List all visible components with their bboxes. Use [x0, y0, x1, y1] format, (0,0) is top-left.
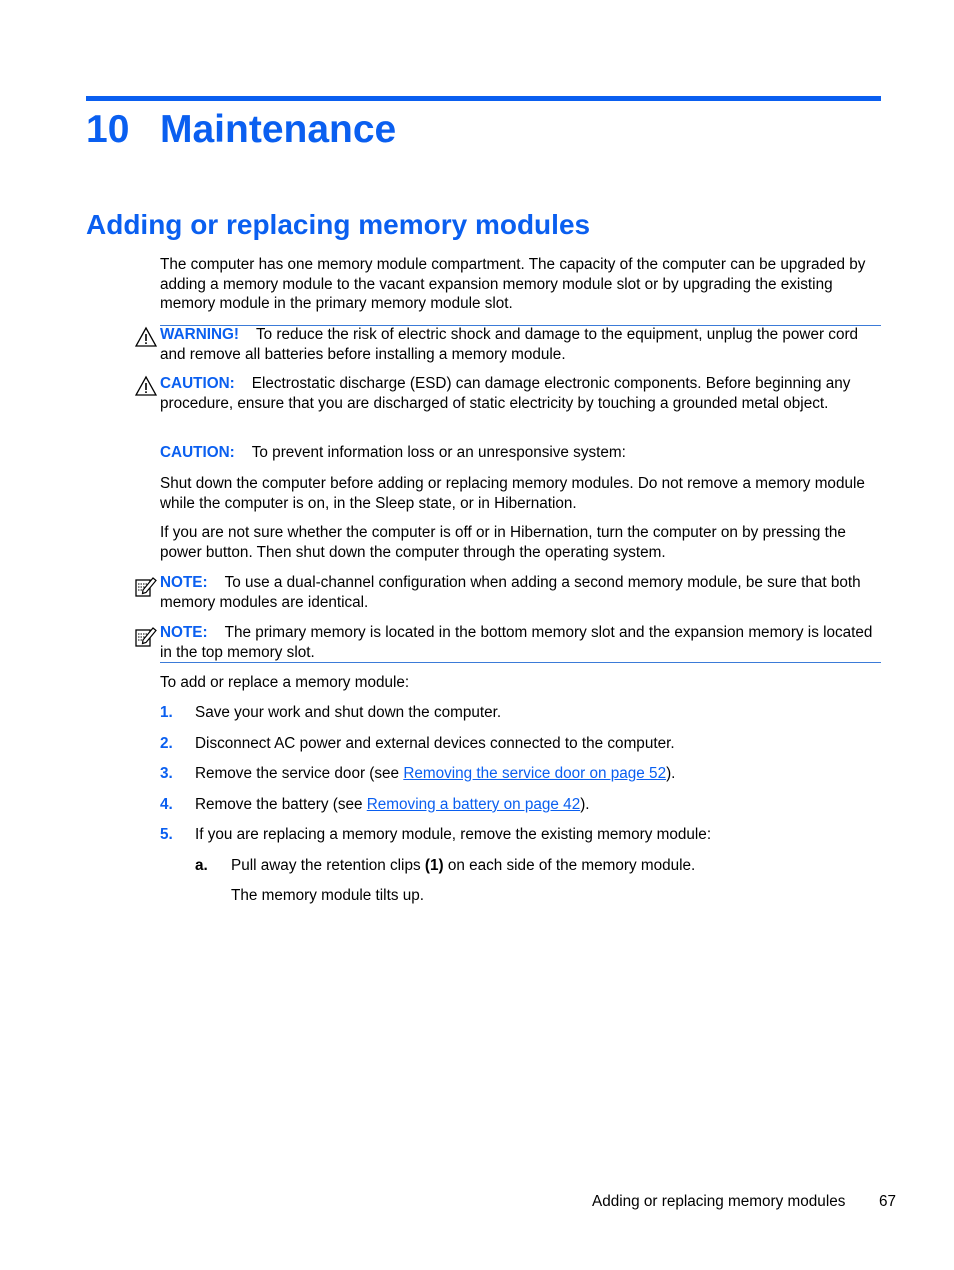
step-text: [195, 764, 675, 784]
shutdown-paragraph: Shut down the computer before adding or replacing memory modules. Do not remove a memory module while the computer is on, in the Sleep state, or in Hibernation.: [160, 475, 865, 512]
step-number: 5.: [160, 826, 173, 843]
page-number: 67: [879, 1193, 897, 1210]
footer-section-title: Adding or replacing memory modules: [592, 1193, 846, 1210]
step-text: [195, 795, 590, 815]
substep-text: [231, 856, 695, 876]
warning-triangle-icon: [135, 326, 157, 348]
note-memory-slots: [160, 623, 882, 662]
caution-esd-text: Electrostatic discharge (ESD) can damage electronic components. Before beginning any procedure, ensure that you are discharged of static electricity by touching a grounded metal object.: [160, 375, 851, 412]
step-number: 2.: [160, 735, 173, 752]
step-number: 3.: [160, 765, 173, 782]
note-pencil-icon: [134, 625, 156, 647]
notice-bottom-rule: [160, 662, 881, 663]
step-text-prefix: Remove the battery (see: [195, 796, 367, 813]
step-text-suffix: ).: [666, 765, 676, 782]
intro-paragraph: The computer has one memory module compartment. The capacity of the computer can be upgraded by adding a memory module to the vacant expansion memory module slot or by upgrading the existing memory module in the primary memory module slot.: [160, 256, 866, 313]
step-text-suffix: ).: [580, 796, 590, 813]
chapter-title: [86, 104, 396, 156]
substep-result: The memory module tilts up.: [231, 887, 424, 904]
chapter-number: 10: [86, 108, 130, 151]
note-label: NOTE:: [160, 624, 208, 641]
caution-label: CAUTION:: [160, 444, 235, 461]
substep-text-prefix: Pull away the retention clips: [231, 857, 425, 874]
callout-number: (1): [424, 857, 444, 874]
warning-text: To reduce the risk of electric shock and damage to the equipment, unplug the power cord and remove all batteries before installing a memory module.: [160, 326, 859, 363]
note-pencil-icon: [134, 575, 156, 597]
note-dual-channel-text: To use a dual-channel configuration when adding a second memory module, be sure that both memory modules are identical.: [160, 574, 861, 611]
battery-link[interactable]: Removing a battery on page 42: [366, 796, 581, 813]
note-label: NOTE:: [160, 574, 208, 591]
hibernation-paragraph: If you are not sure whether the computer is off or in Hibernation, turn the computer on by pressing the power button. Then shut down the computer through the operating system.: [160, 524, 846, 561]
note-dual-channel: [160, 573, 882, 612]
caution-triangle-icon: [135, 375, 157, 397]
step-text: Save your work and shut down the computer.: [195, 704, 502, 721]
caution-info-loss-text: To prevent information loss or an unresponsive system:: [251, 444, 626, 461]
step-text: Disconnect AC power and external devices connected to the computer.: [195, 735, 675, 752]
caution-label: CAUTION:: [160, 375, 235, 392]
section-title: Adding or replacing memory modules: [86, 209, 591, 240]
service-door-link[interactable]: Removing the service door on page 52: [403, 765, 667, 782]
warning-notice: [160, 325, 882, 364]
substep-label: a.: [195, 857, 208, 874]
chapter-rule: [86, 96, 881, 101]
substep-text-suffix: on each side of the memory module.: [443, 857, 696, 874]
warning-label: WARNING!: [160, 326, 240, 343]
caution-info-loss-notice: [160, 443, 882, 463]
step-text-prefix: Remove the service door (see: [195, 765, 404, 782]
step-number: 4.: [160, 796, 173, 813]
procedure-intro: To add or replace a memory module:: [160, 674, 410, 691]
note-memory-slots-text: The primary memory is located in the bottom memory slot and the expansion memory is located in the top memory slot.: [160, 624, 873, 661]
step-number: 1.: [160, 704, 173, 721]
step-text: If you are replacing a memory module, remove the existing memory module:: [195, 826, 712, 843]
caution-esd-notice: [160, 374, 882, 413]
chapter-name: Maintenance: [160, 108, 397, 151]
